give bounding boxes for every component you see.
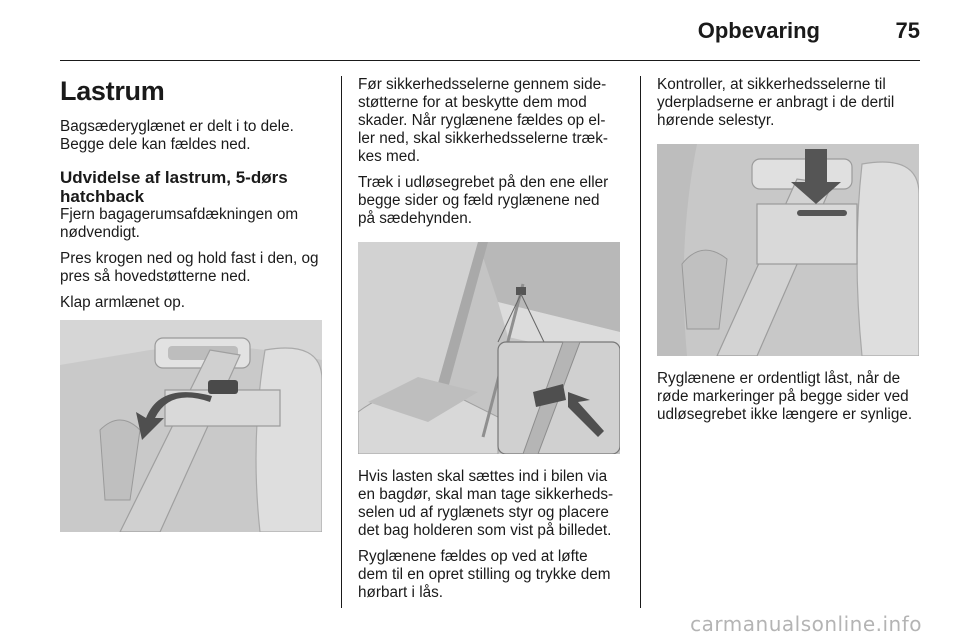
subheading: Udvidelse af lastrum, 5-dørs hatchback [60, 168, 288, 206]
lock-marker-icon [797, 210, 847, 216]
paragraph: Fjern bagagerumsafdækningen om nødvendigt. [60, 206, 299, 241]
page-number: 75 [895, 18, 920, 43]
paragraph: Ryglænene fældes op ved at løfte dem til en opret stilling og trykke dem hørbart i lås. [358, 548, 611, 601]
paragraph: Før sikkerhedsselerne gennem side-støtterne for at beskytte dem mod skader. Når ryglænene fældes op el-ler ned, skal sikkerhedsselerne træk-kes med. [358, 76, 608, 165]
paragraph: Kontroller, at sikkerhedsselerne til yderpladserne er anbragt i de dertil hørende selestyr. [657, 76, 895, 129]
column-3 [657, 76, 919, 424]
intro-paragraph: Bagsæderyglænet er delt i to dele. Begge dele kan fældes ned. [60, 118, 294, 153]
paragraph: Hvis lasten skal sættes ind i bilen via en bagdør, skal man tage sikkerheds-selen ud af ryglænets styr og placere det bag holderen som vist på billedet. [358, 468, 614, 539]
illustration-lock-indicator [657, 144, 919, 356]
illustration-headrest-release [60, 320, 322, 532]
watermark: carmanualsonline.info [690, 612, 922, 636]
paragraph: Pres krogen ned og hold fast i den, og pres så hovedstøtterne ned. [60, 250, 319, 285]
paragraph: Træk i udløsegrebet på den ene eller begge sider og fæld ryglænene ned på sædehynden. [358, 174, 609, 227]
page-header [60, 0, 920, 60]
main-heading: Lastrum [60, 76, 165, 106]
header-rule [60, 60, 920, 61]
paragraph: Ryglænene er ordentligt låst, når de røde markeringer på begge sider ved udløsegrebet ikke længere er synlige. [657, 370, 913, 423]
illustration-belt-holder [358, 242, 620, 454]
release-button-icon [208, 380, 238, 394]
paragraph: Klap armlænet op. [60, 294, 185, 311]
column-divider [341, 76, 342, 608]
column-1 [60, 76, 322, 532]
section-title: Opbevaring [697, 18, 820, 43]
column-2 [358, 76, 620, 602]
column-divider [640, 76, 641, 608]
